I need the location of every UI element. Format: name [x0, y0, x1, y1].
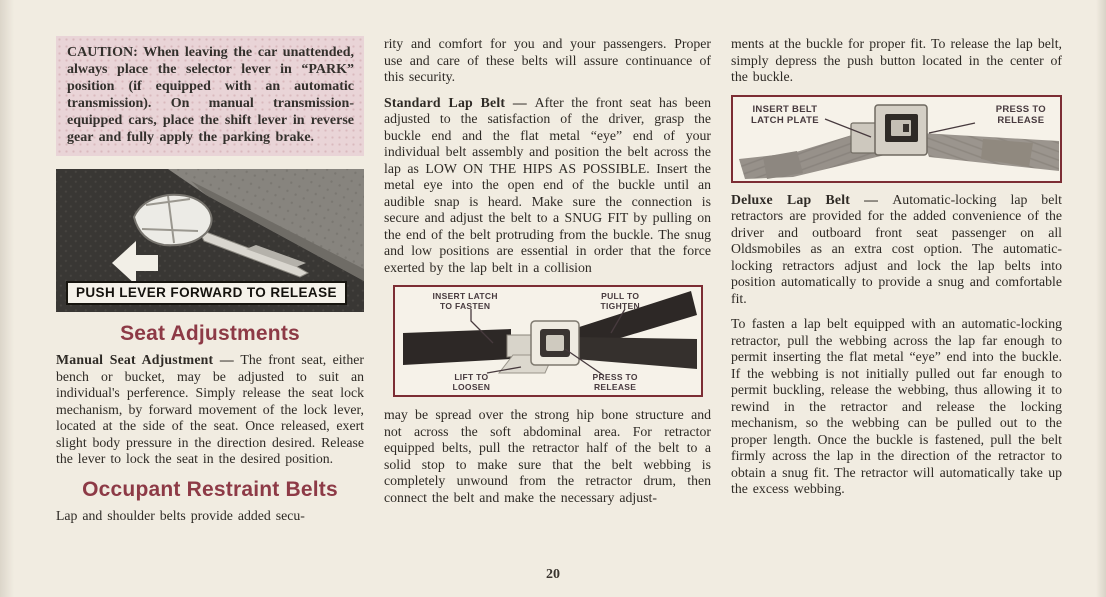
heading-seat-adjustments: Seat Adjustments: [120, 322, 300, 346]
standard-lap-belt-lead: Standard Lap Belt —: [384, 94, 535, 110]
buckle-push-button: [546, 335, 564, 351]
heading-occupant-restraint: Occupant Restraint Belts: [82, 477, 338, 501]
label-insert-belt: INSERT BELT LATCH PLATE: [751, 103, 819, 126]
seat-lever-photo: [56, 169, 364, 312]
deluxe-belt-photo: [731, 95, 1062, 183]
fasten-paragraph: To fasten a lap belt equipped with an automatic-locking retractor, pull the webbing across the lap far enough to permit inserting the flat metal “eye” end into the buckle. If the webbing is not initially pulled out far enough to permit buckling, release the webbing, thus allowing it to rewind in the retractor and release the locking mechanism, so the webbing can be pulled out to the proper length. Once the buckle is fastened, pull the belt firmly across the lap in the direction of the retractor to obtain a snug fit. The retractor will automatically take up the excess webbing.: [731, 316, 1062, 496]
label-press-release: PRESS TO RELEASE: [995, 103, 1046, 126]
belt-left-strap: [403, 329, 511, 365]
deluxe-lap-belt-lead: Deluxe Lap Belt —: [731, 191, 893, 207]
deluxe-lap-belt-paragraph: [731, 192, 1062, 308]
page-number: 20: [546, 567, 560, 582]
deluxe-lap-belt-text: Automatic-locking lap belt retractors are provided for the added convenience of the driver and outboard front seat passenger on all Oldsmobiles as an extra cost option. The automatic-locking retractors adjust and lock the lap belts into position automatically to provide a snug and comfortable fit.: [731, 191, 1062, 306]
label-pull-tighten: PULL TO TIGHTEN: [600, 291, 640, 311]
buckle-button-detail: [903, 124, 909, 132]
right-column: [731, 36, 1062, 597]
manual-seat-paragraph: [56, 352, 364, 468]
pointer-press-release: [929, 123, 975, 133]
label-insert-latch: INSERT LATCH TO FASTEN: [432, 291, 498, 311]
photo-caption: PUSH LEVER FORWARD TO RELEASE: [66, 281, 347, 305]
security-paragraph: rity and comfort for you and your passengers. Proper use and care of these belts will assure continuance of this security.: [384, 36, 711, 84]
label-lift-loosen: LIFT TO LOOSEN: [452, 372, 491, 392]
manual-seat-text: The front seat, either bench or bucket, may be adjusted to suit an individual's perference. Simply release the seat lock mechanism, by forward movement of the lock lever, located at the side of the seat. Once released, exert slight body pressure in the direction desired. Release the lever to lock the seat in the desired position.: [56, 352, 364, 467]
lap-belt-diagram: [393, 285, 703, 397]
belts-intro-paragraph: Lap and shoulder belts provide added secu-: [56, 507, 305, 523]
standard-lap-belt-paragraph: [384, 95, 711, 277]
latch-plate: [851, 123, 877, 153]
caution-text: CAUTION: When leaving the car unattended, always place the selector lever in “PARK” position (if equipped with an automatic transmission). On manual transmission-equipped cars, place the shift lever in reverse gear and fully apply the parking brake.: [67, 45, 354, 145]
middle-column: [384, 36, 711, 597]
left-column: [56, 36, 364, 597]
belt-right-lower-strap: [573, 337, 697, 369]
standard-lap-belt-text: After the front seat has been adjusted to the satisfaction of the driver, grasp the buckle end and the flat metal “eye” end of your individual belt assembly and position the belt across the lap as LOW ON THE HIPS AS POSSIBLE. Insert the metal eye into the open end of the buckle until an audible snap is heard. Make sure the connection is secure and adjust the belt to a SNUG FIT by pulling on the end of the belt protruding from the buckle. The snug and low positions are essential in order that the force exerted by the lap belt in a collision: [384, 94, 711, 275]
manual-seat-lead: Manual Seat Adjustment —: [56, 352, 241, 368]
release-paragraph: ments at the buckle for proper fit. To release the lap belt, simply depress the push button located in the center of the buckle.: [731, 36, 1062, 84]
hip-bone-paragraph: may be spread over the strong hip bone structure and not across the soft abdominal area. For retractor equipped belts, pull the retractor half of the belt to a solid stop to make sure that the belt webbing is completely unwound from the retractor drum, then connect the belt and make the necessary adjust-: [384, 407, 711, 505]
caution-box: [56, 36, 364, 156]
label-press-release: PRESS TO RELEASE: [592, 372, 638, 392]
